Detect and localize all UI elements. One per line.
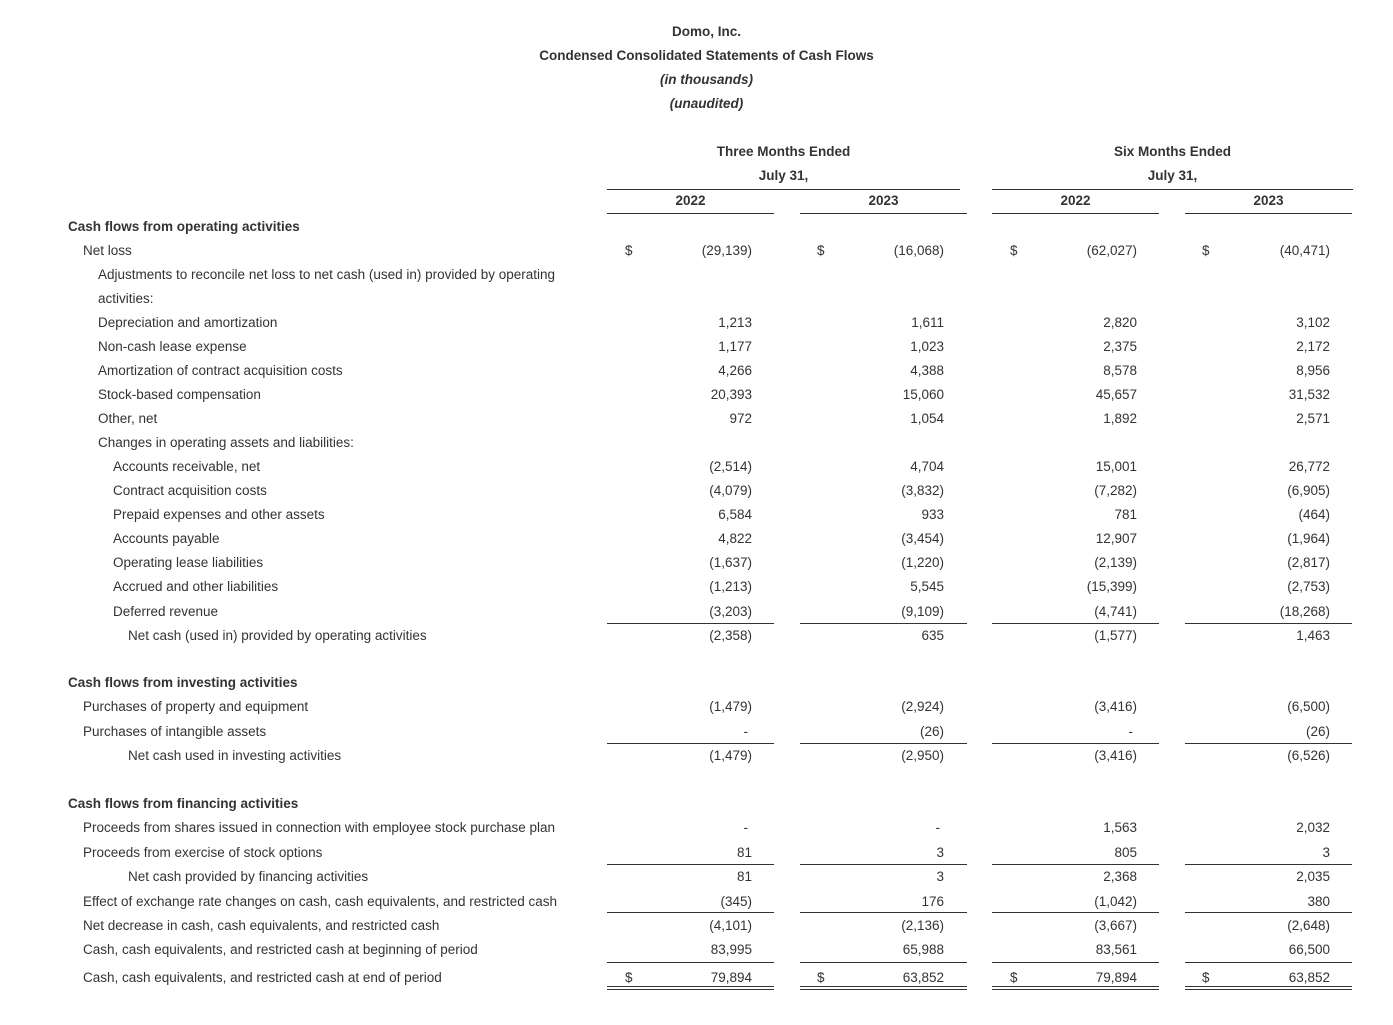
table-row	[0, 435, 1393, 459]
cell-value: (2,950)	[901, 748, 944, 763]
row-label: Operating lease liabilities	[113, 555, 264, 570]
cell-value: 81	[736, 869, 752, 884]
cell-value: 2,375	[1103, 339, 1137, 354]
section-header-row	[0, 675, 1393, 699]
row-label: Deferred revenue	[113, 604, 219, 619]
cell-value: (2,924)	[901, 699, 944, 714]
cell-value: 2,035	[1296, 869, 1330, 884]
cell-value: (6,526)	[1287, 748, 1330, 763]
table-row	[0, 555, 1393, 579]
year-col-4: 2023	[1253, 193, 1284, 208]
row-label: Accounts payable	[113, 531, 220, 546]
row-label: Changes in operating assets and liabilities:	[98, 435, 354, 450]
three-months-header: Three Months Ended	[716, 144, 851, 159]
cell-value: -	[743, 724, 748, 739]
table-row	[0, 387, 1393, 411]
cell-value: (16,068)	[893, 243, 944, 258]
cell-value: 3	[936, 845, 944, 860]
cell-value: 176	[921, 894, 944, 909]
section-title: Cash flows from investing activities	[68, 675, 298, 690]
cell-value: (6,500)	[1287, 699, 1330, 714]
table-row	[0, 894, 1393, 918]
section-header-row	[0, 796, 1393, 820]
cell-value: (29,139)	[701, 243, 752, 258]
cell-value: 6,584	[718, 507, 752, 522]
year-col-3: 2022	[1060, 193, 1091, 208]
cell-value: (18,268)	[1279, 604, 1330, 619]
cell-value: (4,101)	[709, 918, 752, 933]
row-label: activities:	[98, 291, 154, 306]
table-row	[0, 507, 1393, 531]
table-row	[0, 724, 1393, 748]
currency-symbol: $	[1202, 243, 1210, 258]
cell-value: 1,463	[1296, 628, 1330, 643]
cell-value: (1,479)	[709, 748, 752, 763]
cell-value: (2,139)	[1094, 555, 1137, 570]
table-row	[0, 243, 1393, 267]
table-row	[0, 267, 1393, 291]
column-rule	[800, 213, 967, 214]
cell-value: 1,213	[718, 315, 752, 330]
row-label: Prepaid expenses and other assets	[113, 507, 325, 522]
cell-value: 4,704	[910, 459, 944, 474]
cell-value: 2,032	[1296, 820, 1330, 835]
row-label: Net decrease in cash, cash equivalents, and restricted cash	[83, 918, 440, 933]
table-row	[0, 339, 1393, 363]
cell-value: 83,995	[710, 942, 752, 957]
three-months-rule	[607, 189, 960, 190]
row-label: Accrued and other liabilities	[113, 579, 279, 594]
cell-value: 635	[921, 628, 944, 643]
row-label: Net cash (used in) provided by operating activities	[128, 628, 427, 643]
cell-value: 1,892	[1103, 411, 1137, 426]
cell-value: 79,894	[1095, 970, 1137, 985]
cell-value: 4,266	[718, 363, 752, 378]
cell-value: 972	[729, 411, 752, 426]
year-col-2: 2023	[868, 193, 899, 208]
row-label: Amortization of contract acquisition costs	[98, 363, 343, 378]
table-row	[0, 628, 1393, 652]
cell-value: 5,545	[910, 579, 944, 594]
cell-value: (6,905)	[1287, 483, 1330, 498]
row-label: Net cash used in investing activities	[128, 748, 342, 763]
cell-value: (1,213)	[709, 579, 752, 594]
cell-value: (9,109)	[901, 604, 944, 619]
currency-symbol: $	[625, 243, 633, 258]
currency-symbol: $	[1010, 970, 1018, 985]
cell-value: (1,479)	[709, 699, 752, 714]
cell-value: (464)	[1298, 507, 1330, 522]
currency-symbol: $	[1010, 243, 1018, 258]
row-label: Effect of exchange rate changes on cash, cash equivalents, and restricted cash	[83, 894, 558, 909]
cell-value: 1,563	[1103, 820, 1137, 835]
cell-value: (3,832)	[901, 483, 944, 498]
row-label: Net loss	[83, 243, 132, 258]
row-label: Proceeds from exercise of stock options	[83, 845, 323, 860]
cell-value: (4,079)	[709, 483, 752, 498]
statement-title: Condensed Consolidated Statements of Cash Flows	[539, 48, 874, 63]
cell-value: 1,177	[718, 339, 752, 354]
table-row	[0, 942, 1393, 966]
row-label: Proceeds from shares issued in connection with employee stock purchase plan	[83, 820, 555, 835]
cell-value: 1,054	[910, 411, 944, 426]
row-label: Stock-based compensation	[98, 387, 261, 402]
cell-value: (1,042)	[1094, 894, 1137, 909]
cell-value: 81	[736, 845, 752, 860]
cell-value: (1,964)	[1287, 531, 1330, 546]
currency-symbol: $	[625, 970, 633, 985]
table-row	[0, 291, 1393, 315]
cell-value: 3	[1322, 845, 1330, 860]
table-row	[0, 315, 1393, 339]
cell-value: 2,820	[1103, 315, 1137, 330]
cell-value: 2,571	[1296, 411, 1330, 426]
table-row	[0, 845, 1393, 869]
cell-value: 933	[921, 507, 944, 522]
row-label: Contract acquisition costs	[113, 483, 267, 498]
cell-value: (2,136)	[901, 918, 944, 933]
cell-value: 1,023	[910, 339, 944, 354]
cell-value: (1,637)	[709, 555, 752, 570]
row-label: Net cash provided by financing activities	[128, 869, 369, 884]
cell-value: 8,956	[1296, 363, 1330, 378]
cell-value: 63,852	[1288, 970, 1330, 985]
cell-value: (3,667)	[1094, 918, 1137, 933]
cell-value: (2,358)	[709, 628, 752, 643]
cell-value: 65,988	[902, 942, 944, 957]
cell-value: 380	[1307, 894, 1330, 909]
cell-value: (3,454)	[901, 531, 944, 546]
cell-value: 805	[1114, 845, 1137, 860]
cell-value: (2,648)	[1287, 918, 1330, 933]
six-months-header: Six Months Ended	[1113, 144, 1231, 159]
section-header-row	[0, 219, 1393, 243]
cell-value: 8,578	[1103, 363, 1137, 378]
cell-value: (2,817)	[1287, 555, 1330, 570]
cell-value: 45,657	[1095, 387, 1137, 402]
year-col-1: 2022	[675, 193, 706, 208]
cell-value: (4,741)	[1094, 604, 1137, 619]
cell-value: (1,577)	[1094, 628, 1137, 643]
row-label: Purchases of property and equipment	[83, 699, 309, 714]
currency-symbol: $	[817, 970, 825, 985]
row-label: Depreciation and amortization	[98, 315, 278, 330]
six-months-rule	[992, 189, 1353, 190]
cell-value: (3,416)	[1094, 748, 1137, 763]
cell-value: -	[743, 820, 748, 835]
row-label: Cash, cash equivalents, and restricted cash at end of period	[83, 970, 442, 985]
column-rule	[992, 213, 1159, 214]
cell-value: 20,393	[710, 387, 752, 402]
table-row	[0, 411, 1393, 435]
cell-value: (3,203)	[709, 604, 752, 619]
units-note: (in thousands)	[660, 72, 753, 87]
row-label: Cash, cash equivalents, and restricted cash at beginning of period	[83, 942, 478, 957]
cell-value: 4,388	[910, 363, 944, 378]
section-title: Cash flows from operating activities	[68, 219, 300, 234]
cell-value: (2,753)	[1287, 579, 1330, 594]
cell-value: 2,172	[1296, 339, 1330, 354]
cell-value: 3	[936, 869, 944, 884]
cell-value: 1,611	[911, 315, 944, 330]
column-rule	[1185, 213, 1352, 214]
cell-value: 4,822	[718, 531, 752, 546]
row-label: Non-cash lease expense	[98, 339, 247, 354]
section-title: Cash flows from financing activities	[68, 796, 299, 811]
audit-note: (unaudited)	[669, 96, 744, 111]
cell-value: (15,399)	[1086, 579, 1137, 594]
table-row	[0, 869, 1393, 893]
cell-value: (2,514)	[709, 459, 752, 474]
table-row	[0, 748, 1393, 772]
table-row	[0, 604, 1393, 628]
cell-value: 15,060	[902, 387, 944, 402]
row-label: Purchases of intangible assets	[83, 724, 267, 739]
table-row	[0, 483, 1393, 507]
cell-value: 79,894	[710, 970, 752, 985]
cell-value: (7,282)	[1094, 483, 1137, 498]
cell-value: (40,471)	[1279, 243, 1330, 258]
table-row	[0, 820, 1393, 844]
cell-value: -	[1128, 724, 1133, 739]
company-name: Domo, Inc.	[671, 24, 741, 39]
cell-value: 12,907	[1095, 531, 1137, 546]
currency-symbol: $	[817, 243, 825, 258]
cell-value: 15,001	[1095, 459, 1137, 474]
cell-value: 66,500	[1288, 942, 1330, 957]
table-row	[0, 363, 1393, 387]
table-row	[0, 699, 1393, 723]
row-label: Other, net	[98, 411, 158, 426]
cell-value: 31,532	[1288, 387, 1330, 402]
cell-value: 3,102	[1296, 315, 1330, 330]
cell-value: 83,561	[1095, 942, 1137, 957]
row-label: Accounts receivable, net	[113, 459, 261, 474]
cell-value: (62,027)	[1086, 243, 1137, 258]
table-row	[0, 970, 1393, 994]
table-row	[0, 918, 1393, 942]
six-months-date: July 31,	[1147, 168, 1198, 183]
cell-value: (26)	[1305, 724, 1330, 739]
row-label: Adjustments to reconcile net loss to net cash (used in) provided by operating	[98, 267, 556, 282]
table-row	[0, 579, 1393, 603]
column-rule	[607, 213, 774, 214]
table-row	[0, 531, 1393, 555]
currency-symbol: $	[1202, 970, 1210, 985]
table-row	[0, 459, 1393, 483]
cell-value: (3,416)	[1094, 699, 1137, 714]
cell-value: (345)	[720, 894, 752, 909]
three-months-date: July 31,	[758, 168, 809, 183]
cell-value: 2,368	[1103, 869, 1137, 884]
cell-value: 781	[1114, 507, 1137, 522]
cell-value: (1,220)	[901, 555, 944, 570]
cell-value: (26)	[919, 724, 944, 739]
cell-value: -	[935, 820, 940, 835]
cell-value: 63,852	[902, 970, 944, 985]
cell-value: 26,772	[1288, 459, 1330, 474]
